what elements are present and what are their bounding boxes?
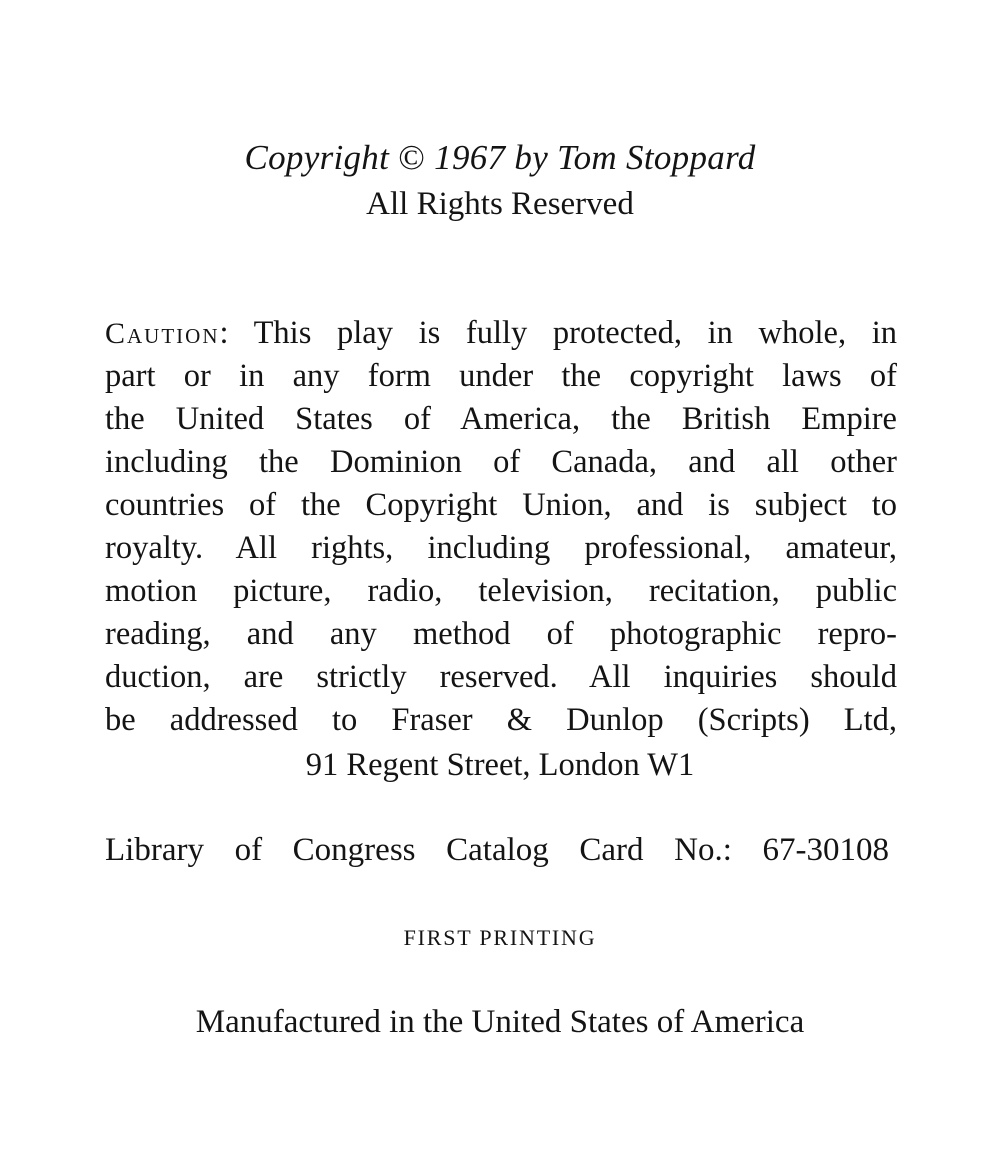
catalog-card-number: Library of Congress Catalog Card No.: 67-30108 [105,832,889,868]
caution-line [105,312,897,355]
manufactured-notice: Manufactured in the United States of America [195,1004,805,1040]
caution-paragraph [105,312,897,742]
caution-line: reading, and any method of photographic repro- [105,616,897,652]
caution-line: part or in any form under the copyright laws of [105,358,897,394]
caution-line: duction, are strictly reserved. All inquiries should [105,659,897,695]
printing-notice: FIRST PRINTING [403,925,597,950]
copyright-symbol: © [398,138,426,177]
copyright-holder: 1967 by Tom Stoppard [425,138,756,177]
caution-line: royalty. All rights, including professional, amateur, [105,530,897,566]
caution-line: including the Dominion of Canada, and all other [105,444,897,480]
caution-line: be addressed to Fraser & Dunlop (Scripts) Ltd, [105,702,897,738]
copyright-notice [0,136,1000,180]
caution-line-text: : This play is fully protected, in whole, in [219,315,897,351]
caution-line: motion picture, radio, television, recitation, public [105,573,897,609]
caution-label: Caution [105,317,220,350]
caution-line: the United States of America, the British Empire [105,401,897,437]
copyright-prefix: Copyright [244,138,399,177]
caution-line: countries of the Copyright Union, and is subject to [105,487,897,523]
agent-address: 91 Regent Street, London W1 [305,747,695,783]
rights-reserved: All Rights Reserved [366,186,634,222]
